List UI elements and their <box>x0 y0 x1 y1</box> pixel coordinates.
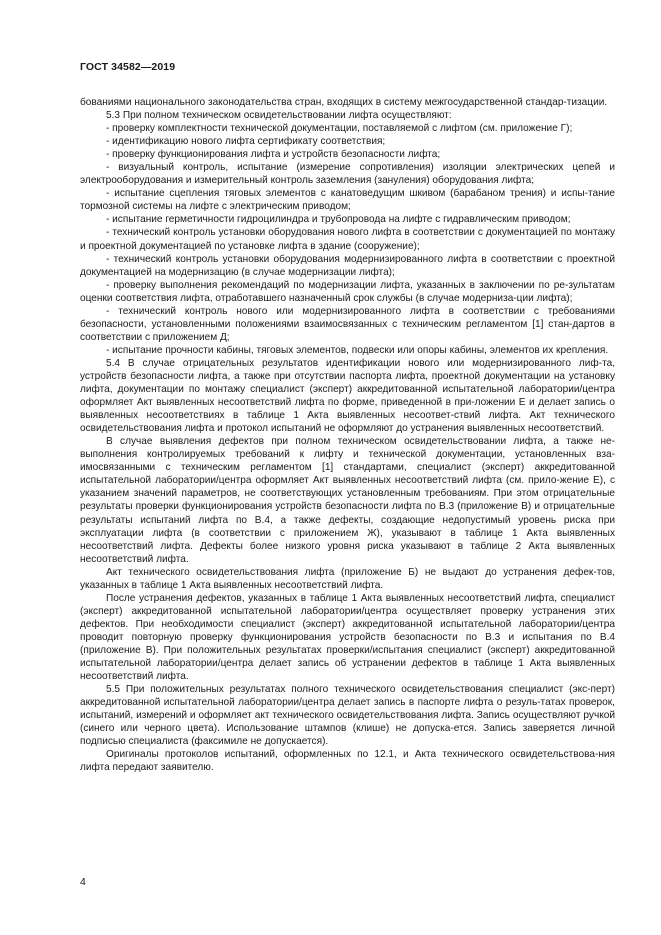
paragraph: 5.3 При полном техническом освидетельствовании лифта осуществляют: <box>106 110 452 122</box>
document-header: ГОСТ 34582—2019 <box>80 61 176 73</box>
paragraph: После устранения дефектов, указанных в таблице 1 Акта выявленных несоответствий лифта, специалист (эксперт) аккредитованной испытательной лаборатории/центра осуществляет проверку устранения этих дефектов. При необходимости специалист (эксперт) аккредитованной испытательной лаборатории/центра проводит повторную проверку функционирования устройств безопасности по В.3 и испытания по В.4 (приложение В). При положительных результатах проверки/испытания специалист (эксперт) аккредитованной испытательной лаборатории/центра делает запись об устранении дефектов в таблице 1 Акта выявленных несоответствий лифта. <box>80 592 615 683</box>
paragraph: - испытание сцепления тяговых элементов с канатоведущим шкивом (барабаном трения) и испы-тание тормозной системы на лифте с электрическим приводом; <box>80 188 615 213</box>
paragraph: - проверку выполнения рекомендаций по модернизации лифта, указанных в заключении по ре-зультатам оценки соответствия лифта, отработавшего назначенный срок службы (в случае модерниза-ции лифта); <box>80 279 615 304</box>
paragraph: бованиями национального законодательства стран, входящих в систему межгосударственной стандар-тизации. <box>80 97 608 108</box>
paragraph: - испытание прочности кабины, тяговых элементов, подвески или опоры кабины, элементов их крепления. <box>106 344 609 356</box>
paragraph: - идентификацию нового лифта сертификату соответствия; <box>106 136 386 148</box>
document-body <box>80 96 615 774</box>
paragraph: В случае выявления дефектов при полном техническом освидетельствовании лифта, а также не-выполнения контролируемых требований к лифту и технической документации, установленных вза-имосвязанными с техническим регламентом [1] стандартами, специалист (эксперт) аккредитованной испытательной лаборатории/центра оформляет Акт выявленных несоответствий лифта (см. прило-жение Е), с указанием значений параметров, не соответствующих установленным требованиям. При этом отрицательные результаты проверки функционирования устройств безопасности лифта по В.3 (приложение В) и отрицательные результаты испытаний лифта по В.4, а также дефекты, создающие недопустимый уровень риска при эксплуатации лифта (в соответствии с приложением Ж), указывают в таблице 1 Акта выявленных несоответствий лифта. Дефекты более низкого уровня риска указывают в таблице 2 Акта выявленных несоответствий лифта. <box>80 436 615 565</box>
paragraph: - проверку функционирования лифта и устройств безопасности лифта; <box>106 149 441 161</box>
paragraph: - испытание герметичности гидроцилиндра и трубопровода на лифте с гидравлическим приводом; <box>106 214 571 226</box>
paragraph: - технический контроль установки оборудования модернизированного лифта в соответствии с проектной документацией на модернизацию (в случае модернизации лифта); <box>80 253 615 278</box>
paragraph: Акт технического освидетельствования лифта (приложение Б) не выдают до устранения дефек-тов, указанных в таблице 1 Акта выявленных несоответствий лифта. <box>80 566 615 591</box>
paragraph: - визуальный контроль, испытание (измерение сопротивления) изоляции электрических цепей и электрооборудования и измерительный контроль заземления (зануления) оборудования лифта; <box>80 162 615 187</box>
paragraph: 5.5 При положительных результатах полного технического освидетельствования специалист (экс-перт) аккредитованной испытательной лаборатории/центра делает запись в паспорте лифта о резуль-татах проверок, испытаний, измерений и оформляет акт технического освидетельствования лифта. Запись осуществляют ручкой (синего или черного цвета). Использование штампов (клише) не допуска-ется. Запись заверяется личной подписью специалиста (факсимиле не допускается). <box>80 684 615 748</box>
paragraph: - проверку комплектности технической документации, поставляемой с лифтом (см. приложение Г); <box>106 123 573 135</box>
paragraph: - технический контроль нового или модернизированного лифта в соответствии с требованиями безопасности, установленными положениями взаимосвязанных с техническим регламентом [1] стан-дартов в соответствии с приложением Д; <box>80 305 615 343</box>
paragraph: Оригиналы протоколов испытаний, оформленных по 12.1, и Акта технического освидетельствова-ния лифта передают заявителю. <box>80 749 615 774</box>
paragraph: - технический контроль установки оборудования нового лифта в соответствии с документацией по монтажу и проектной документацией по установке лифта в здание (сооружение); <box>80 227 615 252</box>
paragraph: 5.4 В случае отрицательных результатов идентификации нового или модернизированного лиф-та, устройств безопасности лифта, а также при отсутствии паспорта лифта, проектной документации на установку лифта, документации по монтажу специалист (эксперт) аккредитованной испытательной лаборатории/центра оформляет Акт выявленных несоответствий лифта по форме, приведенной в при-ложении Е и делает запись о выявленных несоответствиях в таблице 1 Акта выявленных несоответ-ствий лифта. Акт технического освидетельствования лифта и протокол испытаний не оформляют до устранения выявленных несоответствий. <box>80 357 615 435</box>
page-number: 4 <box>80 876 86 888</box>
